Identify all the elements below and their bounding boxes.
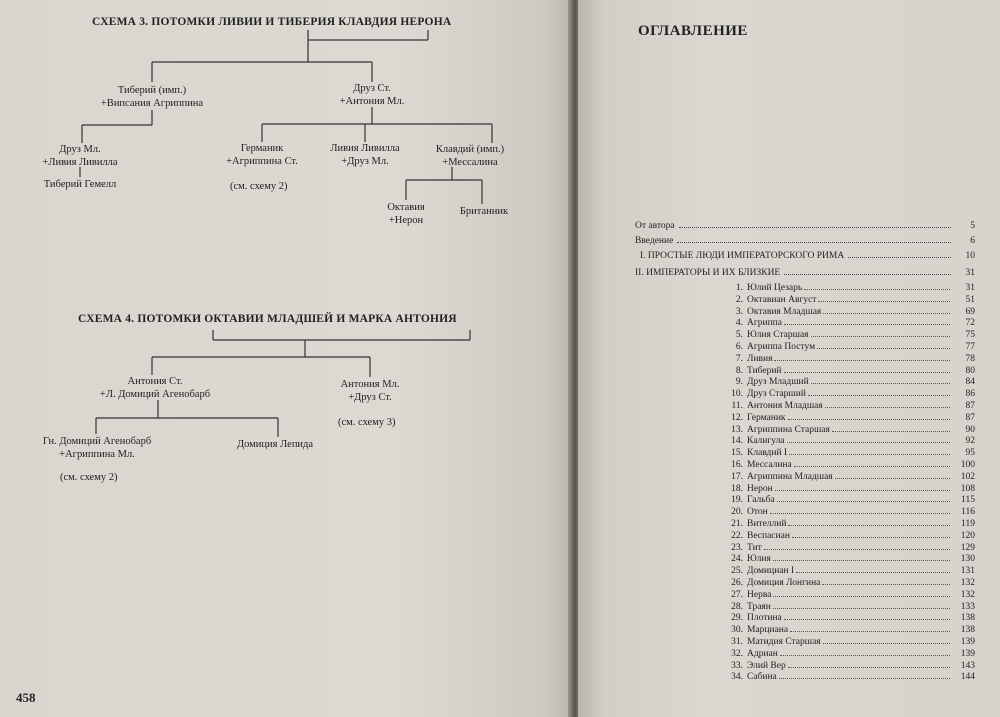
toc-item-page: 69 [965,306,975,317]
page-number: 458 [16,690,36,705]
toc-item [713,613,975,625]
toc-item-page: 115 [961,495,975,506]
toc-item-number: 1. [735,283,743,293]
toc-item [713,342,975,354]
toc-item-number: 15. [731,448,743,459]
toc-item-page: 92 [965,436,975,447]
toc-item [713,436,975,448]
toc-item-page: 138 [960,625,975,636]
toc-item [713,543,975,555]
toc-item [713,495,975,507]
toc-item-number: 28. [731,601,743,612]
toc-item-leader [788,667,950,668]
toc-item-name: Юлий Цезарь [747,283,803,293]
toc-item-number: 8. [735,365,743,376]
node-antonia-st: Антония Ст. +Л. Домиций Агенобарб [99,376,211,400]
toc-item-page: 75 [965,330,975,341]
toc-item-number: 26. [731,577,743,588]
toc-item-page: 51 [965,294,975,305]
toc-item [713,484,975,496]
toc-item-leader [790,631,950,632]
right-page [578,0,1000,717]
toc-item-leader [770,513,950,514]
toc-item-page: 100 [960,459,975,470]
node-claudius: Клавдий (имп.) +Мессалина [435,144,505,168]
toc-item-page: 132 [960,589,975,600]
toc-item-page: 138 [960,613,975,624]
toc-item-name: Тит [747,542,762,553]
schema-3-title: СХЕМА 3. ПОТОМКИ ЛИВИИ И ТИБЕРИЯ КЛАВДИЯ НЕРОНА [92,16,452,28]
toc-item [713,366,975,378]
toc-item-leader [773,596,950,597]
toc-item-name: Агриппа [747,318,782,329]
toc-item [713,590,975,602]
toc-item-number: 5. [735,330,743,341]
toc-item-page: 77 [965,341,975,352]
toc-item-leader [775,490,950,491]
toc-item [713,672,975,684]
toc-item-number: 10. [731,389,743,400]
toc-item-name: Агриппина Старшая [747,424,830,435]
node-gn-domitius: Гн. Домиций Агенобарб +Агриппина Мл. [42,436,152,460]
toc-item-page: 31 [965,283,975,293]
toc-item [713,637,975,649]
node-livia-livilla: Ливия Ливилла +Друз Мл. [330,143,400,167]
toc-item-page: 102 [960,471,975,482]
toc-item-number: 31. [731,636,743,647]
toc-item [713,554,975,566]
toc-item-leader [779,678,950,679]
toc-item-number: 17. [731,471,743,482]
toc-item-name: Калигула [747,436,785,447]
toc-item-leader [804,289,950,290]
toc-item-name: Клавдий I [747,448,788,459]
toc-item-name: Вителлий [747,518,787,529]
toc-item [713,566,975,578]
toc-item-page: 129 [960,542,975,553]
toc-item-number: 32. [731,648,743,659]
toc-item-page: 130 [960,554,975,565]
toc-item-name: Веспасиан [747,530,790,541]
toc-item [713,307,975,319]
toc-entry-part-1: I. ПРОСТЫЕ ЛЮДИ ИМПЕРАТОРСКОГО РИМА 10 [640,251,975,261]
toc-item-page: 116 [961,507,975,518]
toc-item-leader [817,348,950,349]
toc-item-name: Отон [747,507,768,518]
toc-item-leader [773,608,950,609]
toc-item-number: 6. [735,341,743,352]
toc-item-leader [764,549,950,550]
toc-item-name: Плотина [747,613,782,624]
toc-list [713,283,975,684]
toc-item-page: 139 [960,636,975,647]
toc-item [713,531,975,543]
toc-item-name: Октавиан Август [747,294,817,305]
toc-item-page: 78 [965,353,975,364]
toc-item-leader [811,383,950,384]
toc-item-page: 87 [965,400,975,411]
toc-item-page: 95 [965,448,975,459]
toc-item-number: 34. [731,672,743,683]
toc-item-name: Марциана [747,625,789,636]
toc-item-leader [774,360,950,361]
toc-item-name: Гальба [747,495,775,506]
toc-item-number: 23. [731,542,743,553]
toc-item-name: Тиберий [747,365,782,376]
toc-item [713,602,975,614]
toc-item [713,354,975,366]
toc-item-leader [788,419,950,420]
toc-item-name: Домиция Лонгина [747,577,821,588]
toc-item-number: 12. [731,412,743,423]
toc-item-number: 11. [731,400,743,411]
toc-item-page: 108 [960,483,975,494]
toc-item-number: 25. [731,566,743,577]
toc-item-name: Юлия Старшая [747,330,809,341]
toc-item-name: Адриан [747,648,778,659]
toc-item-number: 2. [735,294,743,305]
toc-item-number: 29. [731,613,743,624]
toc-item-number: 18. [731,483,743,494]
toc-item [713,460,975,472]
toc-item [713,448,975,460]
toc-item-number: 7. [735,353,743,364]
toc-item-page: 86 [965,389,975,400]
toc-item [713,389,975,401]
toc-item-number: 19. [731,495,743,506]
toc-entry-part-2: II. ИМПЕРАТОРЫ И ИХ БЛИЗКИЕ 31 [635,268,975,278]
toc-item-leader [825,407,950,408]
toc-item [713,649,975,661]
toc-item-name: Траян [747,601,771,612]
toc-item-leader [796,572,950,573]
toc-item-leader [784,619,950,620]
toc-item-leader [808,395,950,396]
toc-item-number: 30. [731,625,743,636]
toc-item-leader [818,301,950,302]
toc-item-page: 133 [960,601,975,612]
node-drusus-st: Друз Ст. +Антония Мл. [339,83,405,107]
schema-4-title: СХЕМА 4. ПОТОМКИ ОКТАВИИ МЛАДШЕЙ И МАРКА АНТОНИЯ [78,313,457,325]
toc-item-leader [780,655,950,656]
node-britannicus: Британник [459,206,509,217]
toc-item [713,413,975,425]
node-germanicus: Германик +Агриппина Ст. [226,143,298,167]
toc-item-name: Агриппа Постум [747,341,816,352]
toc-item [713,578,975,590]
toc-item-page: 131 [960,566,975,577]
toc-item-leader [822,584,950,585]
toc-item-number: 4. [735,318,743,329]
toc-item-page: 139 [960,648,975,659]
toc-item [713,318,975,330]
toc-item-number: 13. [731,424,743,435]
toc-item-name: Домициан I [747,566,795,577]
toc-item-page: 84 [965,377,975,388]
toc-entry-author: От автора 5 [635,221,975,231]
toc-item-leader [832,431,950,432]
toc-item [713,283,975,295]
toc-item-leader [823,313,950,314]
germanicus-note: (см. схему 2) [230,181,288,192]
toc-item-name: Сабина [747,672,777,683]
toc-item [713,330,975,342]
node-domitia-lepida: Домиция Лепида [236,439,314,450]
toc-item-name: Матидия Старшая [747,636,821,647]
toc-item-leader [823,643,950,644]
toc-item-leader [811,336,950,337]
toc-item-name: Ливия [747,353,773,364]
toc-item-name: Друз Младший [747,377,809,388]
toc-item-leader [773,560,950,561]
toc-item [713,472,975,484]
toc-item [713,295,975,307]
toc-item-leader [784,324,950,325]
toc-item-page: 90 [965,424,975,435]
toc-item-name: Нерон [747,483,773,494]
toc-item-page: 87 [965,412,975,423]
toc-item-leader [777,501,950,502]
toc-item [713,625,975,637]
toc-item-page: 132 [960,577,975,588]
toc-item-page: 72 [965,318,975,329]
toc-item-page: 120 [960,530,975,541]
toc-item-leader [784,372,951,373]
toc-item-number: 22. [731,530,743,541]
toc-item-number: 3. [735,306,743,317]
toc-item-name: Мессалина [747,459,792,470]
toc-item [713,425,975,437]
toc-item-number: 16. [731,459,743,470]
node-tiberius-gemellus: Тиберий Гемелл [43,179,117,190]
toc-item-name: Агриппина Младшая [747,471,833,482]
toc-item-leader [788,525,950,526]
toc-item-page: 80 [965,365,975,376]
toc-item [713,507,975,519]
toc-item-leader [794,466,950,467]
toc-item-number: 24. [731,554,743,565]
toc-item-name: Октавия Младшая [747,306,822,317]
toc-item-name: Антония Младшая [747,400,823,411]
node-antonia-ml: Антония Мл. +Друз Ст. [340,379,400,403]
toc-item-page: 119 [961,518,975,529]
toc-item-name: Друз Старший [747,389,806,400]
toc-item-page: 144 [960,672,975,683]
toc-item-name: Нерва [747,589,772,600]
toc-item-number: 27. [731,589,743,600]
node-octavia: Октавия +Нерон [387,202,425,226]
toc-item [713,377,975,389]
toc-item [713,401,975,413]
toc-item-name: Германик [747,412,786,423]
toc-item-leader [792,537,950,538]
toc-item-number: 21. [731,518,743,529]
toc-title: ОГЛАВЛЕНИЕ [638,23,748,39]
toc-item [713,661,975,673]
toc-item-leader [787,442,950,443]
toc-item-number: 20. [731,507,743,518]
toc-item [713,519,975,531]
toc-item-number: 33. [731,660,743,671]
gn-domitius-note: (см. схему 2) [60,472,118,483]
toc-item-leader [835,478,950,479]
toc-item-leader [789,454,950,455]
node-drusus-ml: Друз Мл. +Ливия Ливилла [42,144,118,168]
toc-item-page: 143 [960,660,975,671]
toc-item-name: Юлия [747,554,771,565]
toc-item-number: 9. [735,377,743,388]
toc-item-name: Элий Вер [747,660,786,671]
toc-item-number: 14. [731,436,743,447]
antonia-ml-note: (см. схему 3) [338,417,396,428]
node-tiberius: Тиберий (имп.) +Випсания Агриппина [100,85,204,109]
toc-entry-intro: Введение 6 [635,236,975,246]
